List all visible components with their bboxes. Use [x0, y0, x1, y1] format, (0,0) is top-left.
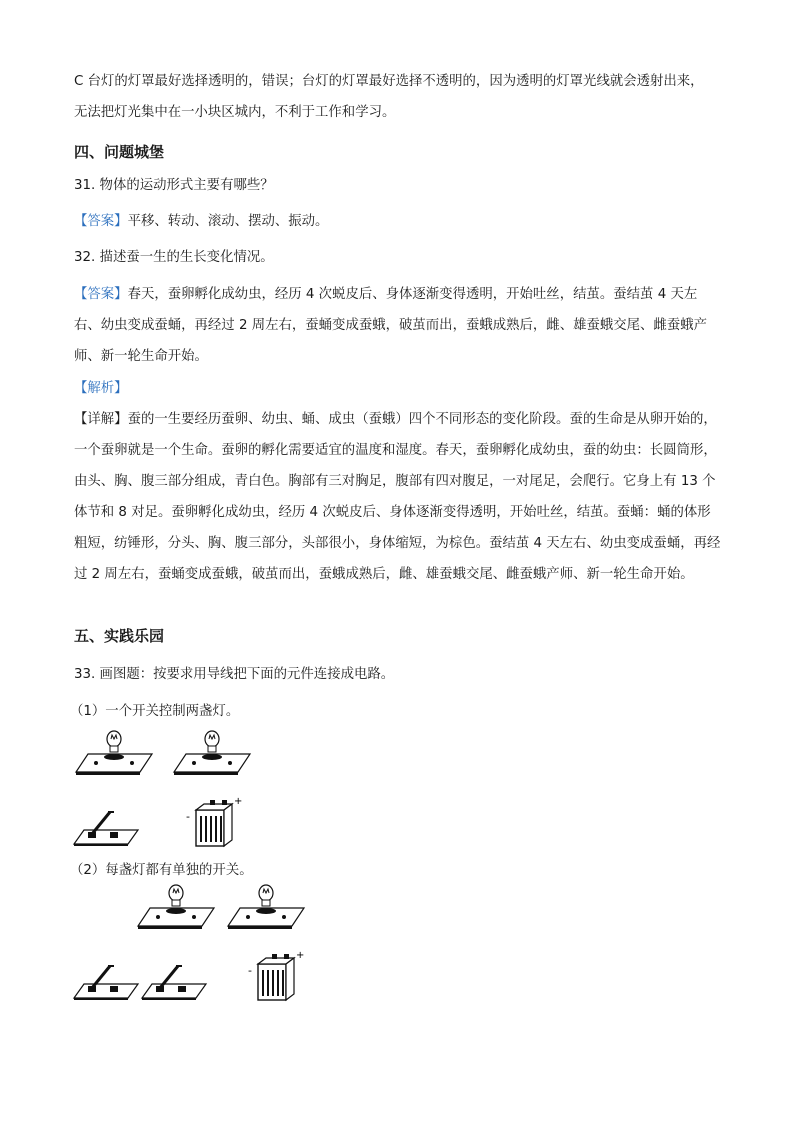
answer-tag: 【答案】: [74, 287, 128, 302]
analysis-tag: 【解析】: [74, 381, 128, 396]
part-2-label: （2）每盏灯都有单独的开关。: [70, 863, 253, 878]
battery-minus-label: -: [248, 964, 252, 977]
battery-icon: [248, 952, 304, 1004]
switch-icon: [142, 962, 208, 1000]
answer-31: 【答案】平移、转动、滚动、摆动、振动。: [74, 214, 329, 229]
lamp-icon: [172, 730, 252, 776]
lamp-icon: [226, 884, 306, 930]
lamp-icon: [74, 730, 154, 776]
battery-plus-label: +: [234, 796, 243, 807]
detail-tag: 【详解】: [74, 412, 128, 427]
section-5-title: 五、实践乐园: [74, 627, 165, 645]
switch-icon: [74, 962, 140, 1000]
question-32: 32. 描述蚕一生的生长变化情况。: [74, 250, 274, 265]
answer-32: 【答案】春天，蚕卵孵化成幼虫，经历 4 次蜕皮后、身体逐渐变得透明，开始吐丝，结茧。蚕结茧 4 天左右、幼虫变成蚕蛹，再经过 2 周左右，蚕蛹变成蚕蛾，破茧而出，蚕蛾成熟后，雌、雄蚕蛾交尾、雌蚕蛾产师、新一轮生命开始。: [74, 287, 707, 364]
continuation-text: C 台灯的灯罩最好选择透明的，错误；台灯的灯罩最好选择不透明的，因为透明的灯罩光线就会透射出来， 无法把灯光集中在一小块区城内，不利于工作和学习。: [74, 74, 704, 120]
switch-icon: [74, 808, 140, 846]
battery-minus-label: -: [186, 810, 190, 823]
question-33: 33. 画图题：按要求用导线把下面的元件连接成电路。: [74, 667, 395, 682]
lamp-icon: [136, 884, 216, 930]
section-4-title: 四、问题城堡: [74, 143, 165, 161]
battery-plus-label: +: [296, 950, 305, 961]
battery-icon: [186, 798, 242, 850]
part-1-label: （1）一个开关控制两盏灯。: [70, 704, 240, 719]
answer-tag: 【答案】: [74, 214, 128, 229]
detail-32: 【详解】蚕的一生要经历蚕卵、幼虫、蛹、成虫（蚕蛾）四个不同形态的变化阶段。蚕的生命是从卵开始的，一个蚕卵就是一个生命。蚕卵的孵化需要适宜的温度和湿度。春天，蚕卵孵化成幼虫，蚕的幼虫：长圆筒形，由头、胸、腹三部分组成，青白色。胸部有三对胸足，腹部有四对腹足，一对尾足，会爬行。它身上有 13 个体节和 8 对足。蚕卵孵化成幼虫，经历 4 次蜕皮后、身体逐渐变得透明，开始吐丝，结茧。蚕蛹：蛹的体形粗短，纺锤形，分头、胸、腹三部分，头部很小，身体缩短，为棕色。蚕结茧 4 天左右、幼虫变成蚕蛹，再经过 2 周左右，蚕蛹变成蚕蛾，破茧而出，蚕蛾成熟后，雌、雄蚕蛾交尾、雌蚕蛾产师、新一轮生命开始。: [74, 412, 721, 582]
question-31: 31. 物体的运动形式主要有哪些？: [74, 178, 274, 193]
